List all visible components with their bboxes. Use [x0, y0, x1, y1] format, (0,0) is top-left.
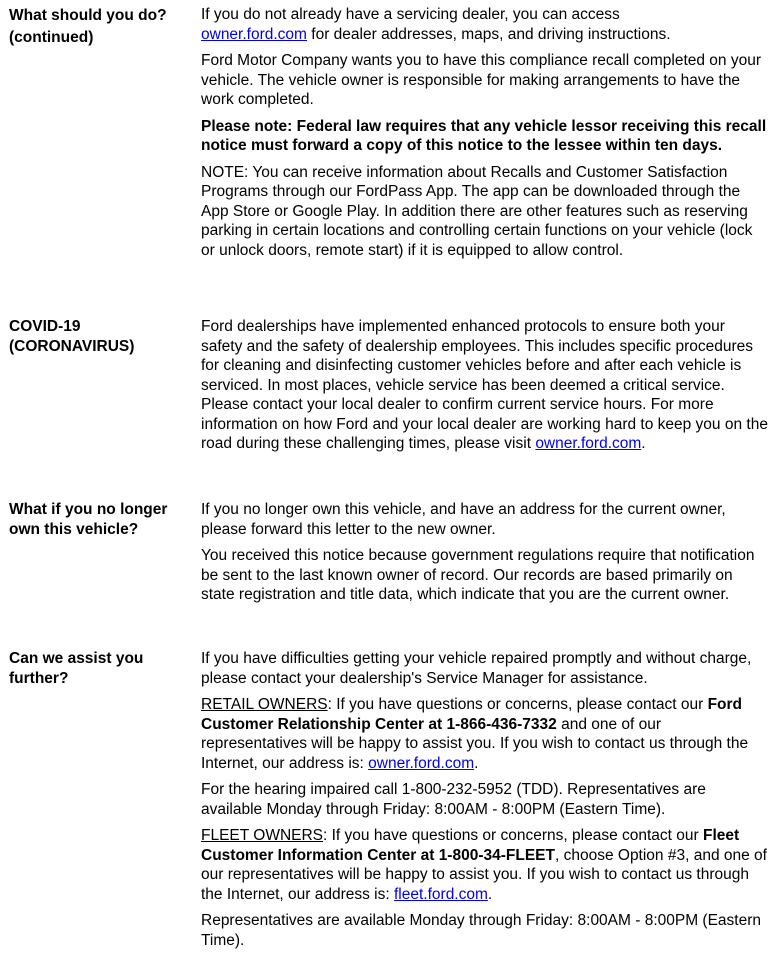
fleet-owners-paragraph [201, 826, 769, 904]
section-heading-line-1: What if you no longer [9, 501, 168, 518]
retail-owners-paragraph [201, 695, 769, 773]
customer-relationship-center: Ford Customer Relationship Center at 1-866-436-7332 [201, 696, 743, 733]
paragraph [201, 317, 769, 454]
section-heading [9, 500, 194, 540]
retail-owners-label: RETAIL OWNERS [201, 696, 328, 713]
fordpass-note: NOTE: You can receive information about Recalls and Customer Satisfaction Programs through our FordPass App. The app can be downloaded through the App Store or Google Play. In addition there are other features such as reserving parking in certain locations and controlling certain functions on your vehicle (lock or unlock doors, remote start) if it is equipped to allow control. [201, 163, 753, 259]
section-heading-line-2: (CORONAVIRUS) [9, 338, 135, 355]
fleet-customer-information-center: Fleet Customer Information Center at 1-800-34-FLEET [201, 827, 740, 864]
section-heading-line-1: What should you do? [9, 7, 167, 24]
paragraph [201, 5, 769, 44]
section-heading [9, 317, 194, 357]
fleet-owners-label: FLEET OWNERS [201, 827, 324, 844]
text: . [474, 754, 479, 772]
paragraph: Ford Motor Company wants you to have this compliance recall completed on your vehicle. The vehicle owner is responsible for making arrangements to have the work completed. [201, 52, 761, 108]
section-heading [9, 649, 194, 689]
paragraph: For the hearing impaired call 1-800-232-5952 (TDD). Representatives are available Monday through Friday: 8:00AM - 8:00PM (Eastern Time). [201, 781, 706, 818]
section-heading [9, 5, 194, 49]
text: : If you have questions or concerns, please contact our [327, 696, 708, 713]
section-heading-line-2: further? [9, 670, 69, 687]
text: , choose Option #3, and one of our representatives will be happy to assist you. If you wish to contact us through the Internet, our address is: [201, 846, 767, 903]
paragraph: If you no longer own this vehicle, and have an address for the current owner, please forward this letter to the new owner. [201, 501, 726, 538]
text: . [487, 885, 493, 903]
text: for dealer addresses, maps, and driving instructions. [306, 25, 671, 43]
section-body [201, 649, 769, 957]
paragraph: Representatives are available Monday through Friday: 8:00AM - 8:00PM (Eastern Time). [201, 912, 762, 949]
owner-ford-link[interactable]: owner.ford.com [201, 25, 307, 43]
section-heading-line-2: own this vehicle? [9, 521, 139, 538]
section-heading-line-2: (continued) [9, 29, 94, 46]
paragraph: You received this notice because government regulations require that notification be sent to the last known owner of record. Our records are based primarily on state registration and title data, which indicate that you are the current owner. [201, 547, 755, 603]
paragraph: If you have difficulties getting your vehicle repaired promptly and without charge, please contact your dealership's Service Manager for assistance. [201, 650, 752, 687]
text: and one of our representatives will be happy to assist you. If you wish to contact us through the Internet, our address is: [201, 715, 749, 772]
section-body [201, 317, 769, 461]
text: : If you have questions or concerns, please contact our [323, 827, 703, 844]
text: Ford dealerships have implemented enhanced protocols to ensure both your safety and the safety of dealership employees. This includes specific procedures for cleaning and disinfecting customer vehicles before and after each vehicle is serviced. In most places, vehicle service has been deemed a critical service. Please contact your local dealer to confirm current service hours. For more information on how Ford and your local dealer are working hard to keep you on the road during these challenging times, please visit [201, 318, 768, 452]
section-heading-line-1: COVID-19 [9, 318, 81, 335]
text: If you do not already have a servicing dealer, you can access [201, 6, 620, 23]
owner-ford-link[interactable]: owner.ford.com [535, 435, 642, 452]
owner-ford-link[interactable]: owner.ford.com [368, 754, 475, 772]
section-body [201, 5, 769, 267]
text: . [641, 435, 646, 452]
federal-law-note: Please note: Federal law requires that any vehicle lessor receiving this recall notice must forward a copy of this notice to the lessee within ten days. [201, 117, 767, 154]
section-heading-line-1: Can we assist you [9, 650, 144, 667]
section-body [201, 500, 769, 612]
fleet-ford-link[interactable]: fleet.ford.com [394, 885, 488, 903]
